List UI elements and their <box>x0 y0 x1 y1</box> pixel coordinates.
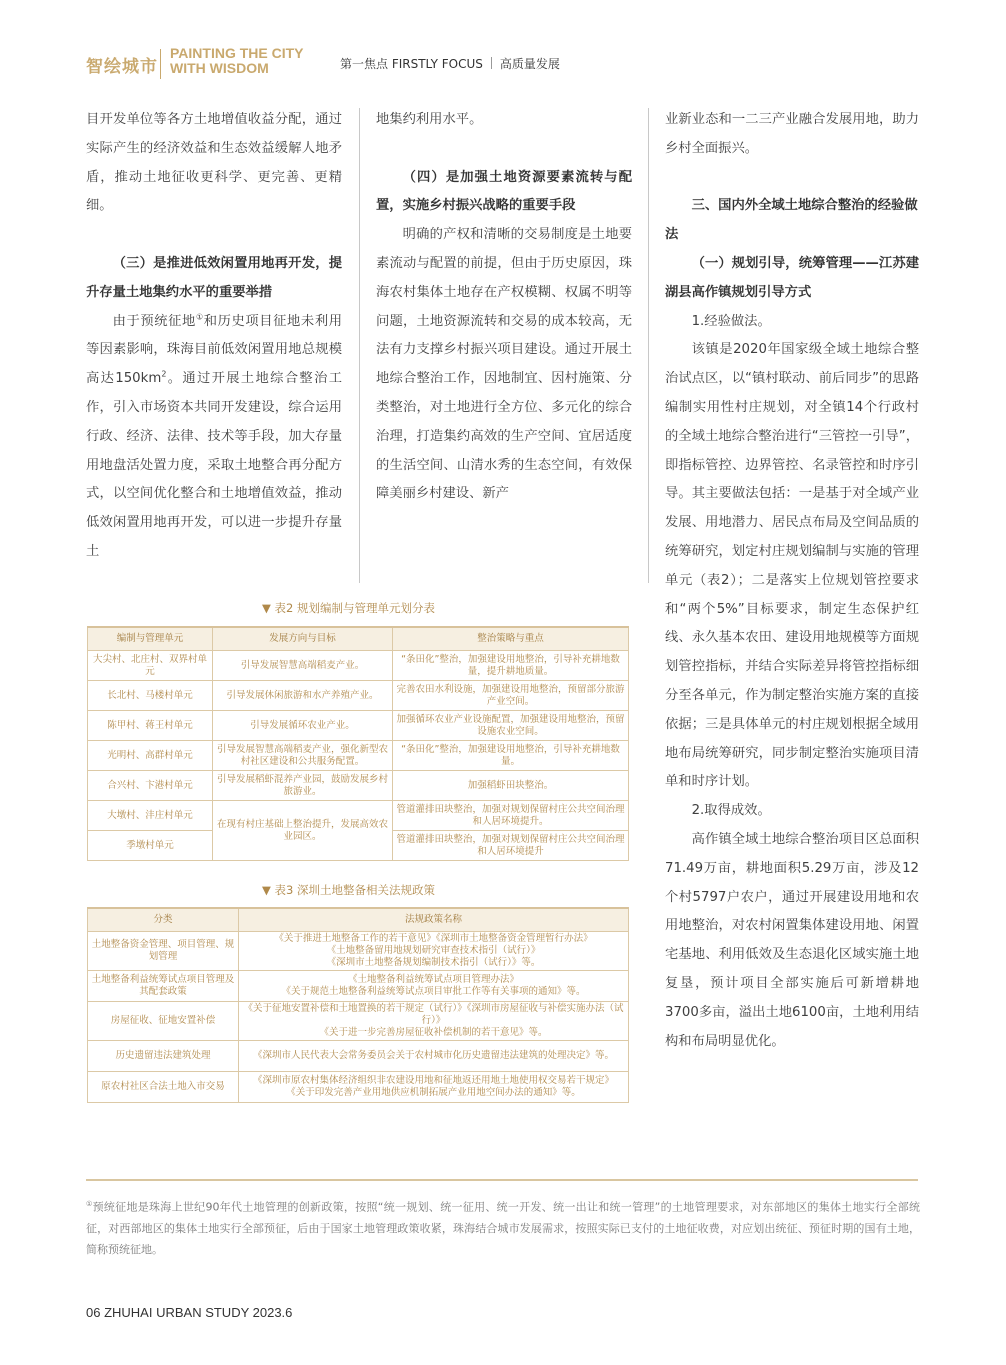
table2-cell: 引导发展循环农业产业。 <box>213 711 393 741</box>
column-2 <box>376 106 632 509</box>
table2-cell: 完善农田水利设施，加强建设用地整治，预留部分旅游产业空间。 <box>393 681 629 711</box>
table3-row <box>88 1041 629 1072</box>
col2-paragraph-1: 地集约利用水平。 <box>376 112 483 127</box>
table2-header-cell: 编制与管理单元 <box>88 627 213 651</box>
table3-row <box>88 971 629 1002</box>
table2-row <box>88 711 629 741</box>
policy-line: 《土地整备留用地规划研究审查技术指引（试行）》 <box>326 945 541 956</box>
table2-header-cell: 发展方向与目标 <box>213 627 393 651</box>
table3-caption: ▼ 表3 深圳土地整备相关法规政策 <box>262 883 435 897</box>
table2-cell: 管道灌排田块整治，加强对规划保留村庄公共空间治理和人居环境提升。 <box>393 801 629 831</box>
table3-cell: 房屋征收、征地安置补偿 <box>88 1002 239 1041</box>
policy-line: 《土地整备利益统筹试点项目管理办法》 <box>347 974 519 985</box>
table3-cell <box>239 1072 629 1103</box>
table3-header-cell: 法规政策名称 <box>239 908 629 932</box>
table2-cell: 加强循环农业产业设施配置，加强建设用地整治，预留设施农业空间。 <box>393 711 629 741</box>
table2 <box>87 626 629 861</box>
footnote-ref: ① <box>195 312 204 322</box>
brand-en-line1: PAINTING THE CITY <box>170 45 304 61</box>
table3-cell <box>239 1002 629 1041</box>
table2-cell: 引导发展智慧高端稻麦产业。 <box>213 651 393 681</box>
col3-heading-3: 三、国内外全域土地综合整治的经验做法 <box>665 198 918 243</box>
table3-header-cell: 分类 <box>88 908 239 932</box>
col3-paragraph-3: 高作镇全域土地综合整治项目区总面积71.49万亩，耕地面积5.29万亩，涉及12个村5797户农户，通过开展建设用地和农用地整治，对农村闲置集体建设用地、闲置宅基地、利用低效及生态退化区域实施土地复垦，预计项目全部实施后可新增耕地3700多亩，溢出土地6100亩，土地利用结构和布局明显优化。 <box>665 831 919 1049</box>
section-label <box>340 55 560 72</box>
footnote <box>86 1194 920 1260</box>
policy-line: 《关于印发完善产业用地供应机制拓展产业用地空间办法的通知》等。 <box>286 1087 581 1098</box>
footnote-divider <box>86 1179 918 1181</box>
table2-row <box>88 651 629 681</box>
table2-cell: 大墩村、沣庄村单元 <box>88 801 213 831</box>
brand-en-line2: WITH WISDOM <box>170 60 269 76</box>
footnote-text: 预统征地是珠海上世纪90年代土地管理的创新政策，按照“统一规划、统一征用、统一开发、统一出让和统一管理”的土地管理要求，对东部地区的集体土地实行全部统征，对西部地区的集体土地实行全部预征，后由于国家土地管理政策收紧，珠海结合城市发展需求，按照实际已支付的土地征收费，对应划出统征、预征时期的国有土地，简称预统征地。 <box>86 1200 921 1256</box>
table2-cell: 合兴村、卞港村单元 <box>88 771 213 801</box>
table2-row <box>88 681 629 711</box>
table2-cell: “条田化”整治，加强建设用地整治，引导补充耕地数量，提升耕地质量。 <box>393 651 629 681</box>
col2-paragraph-2: 明确的产权和清晰的交易制度是土地要素流动与配置的前提，但由于历史原因，珠海农村集体土地存在产权模糊、权属不明等问题，土地资源流转和交易的成本较高，无法有力支撑乡村振兴项目建设。通过开展土地综合整治工作，因地制宜、因村施策、分类整治，对土地进行全方位、多元化的综合治理，打造集约高效的生产空间、宜居适度的生活空间、山清水秀的生态空间，有效保障美丽乡村建设、新产 <box>376 227 632 502</box>
column-divider-2 <box>648 108 649 583</box>
superscript-2: 2 <box>161 369 167 379</box>
table2-cell: 引导发展智慧高端稻麦产业，强化新型农村社区建设和公共服务配置。 <box>213 741 393 771</box>
policy-line: 《关于征地安置补偿和土地置换的若干规定（试行）》《深圳市房屋征收与补偿实施办法（试行）》 <box>243 1003 624 1026</box>
col3-heading-3-1: （一）规划引导，统筹管理——江苏建湖县高作镇规划引导方式 <box>665 255 919 300</box>
column-1 <box>86 106 342 567</box>
table3-row <box>88 932 629 971</box>
policy-line: 《关于规范土地整备利益统筹试点项目审批工作等有关事项的通知》等。 <box>281 986 586 997</box>
col3-paragraph-1: 业新业态和一二三产业融合发展用地，助力乡村全面振兴。 <box>665 112 919 156</box>
col1-heading-3: （三）是推进低效闲置用地再开发，提升存量土地集约水平的重要举措 <box>86 255 342 300</box>
policy-line: 《关于进一步完善房屋征收补偿机制的若干意见》等。 <box>319 1027 548 1038</box>
table2-cell: 长北村、马楼村单元 <box>88 681 213 711</box>
col2-heading-4: （四）是加强土地资源要素流转与配置，实施乡村振兴战略的重要手段 <box>376 169 632 214</box>
table2-row <box>88 801 629 831</box>
table2-cell-shared-goal: 在现有村庄基础上整治提升，发展高效农业园区。 <box>213 801 393 861</box>
table2-cell: 大尖村、北庄村、双界村单元 <box>88 651 213 681</box>
table3-cell: 历史遗留违法建筑处理 <box>88 1041 239 1072</box>
col1-paragraph-1: 目开发单位等各方土地增值收益分配，通过实际产生的经济效益和生态效益缓解人地矛盾，推动土地征收更科学、更完善、更精细。 <box>86 112 342 214</box>
table2-row <box>88 771 629 801</box>
table3-cell: 土地整备利益统筹试点项目管理及其配套政策 <box>88 971 239 1002</box>
table3-cell <box>239 1041 629 1072</box>
section-name: 第一焦点 FIRSTLY FOCUS <box>340 57 483 71</box>
col3-subheading-1: 1.经验做法。 <box>691 313 771 329</box>
table2-cell: 光明村、高群村单元 <box>88 741 213 771</box>
col1-p2-c: 。通过开展土地综合整治工作，引入市场资本共同开发建设，综合运用行政、经济、法律、技术等手段，加大存量用地盘活处置力度，采取土地整合再分配方式，以空间优化整合和土地增值效益，推动低效闲置用地再开发，可以进一步提升存量土 <box>86 371 342 559</box>
table2-caption: ▼ 表2 规划编制与管理单元划分表 <box>262 601 435 615</box>
table2-row <box>88 741 629 771</box>
col3-subheading-2: 2.取得成效。 <box>691 803 771 819</box>
table3-cell: 原农村社区合法土地入市交易 <box>88 1072 239 1103</box>
table3-row <box>88 1002 629 1041</box>
column-3 <box>665 106 919 1056</box>
brand-title-cn: 智绘城市 <box>86 57 158 77</box>
col1-paragraph-2 <box>86 308 342 567</box>
table3-row <box>88 1072 629 1103</box>
table2-header-row <box>88 627 629 651</box>
policy-line: 《关于推进土地整备工作的若干意见》《深圳市土地整备资金管理暂行办法》 <box>274 933 593 944</box>
brand-divider <box>160 49 161 79</box>
table2-cell: 引导发展休闲旅游和水产养殖产业。 <box>213 681 393 711</box>
table2-header-cell: 整治策略与重点 <box>393 627 629 651</box>
page-footer: 06 ZHUHAI URBAN STUDY 2023.6 <box>86 1305 293 1320</box>
table3 <box>87 907 629 1103</box>
brand-title-en <box>170 46 330 76</box>
table2-cell: 引导发展稻虾混养产业园，鼓励发展乡村旅游业。 <box>213 771 393 801</box>
column-divider-1 <box>359 108 360 583</box>
col1-p2-b: 和历史项目征地未利用等因素影响，珠海目前低效闲置用地总规模高达150km <box>86 313 343 387</box>
table2-cell: 陈甲村、蒋王村单元 <box>88 711 213 741</box>
subsection-name: 高质量发展 <box>499 57 560 71</box>
table3-cell <box>239 932 629 971</box>
table2-cell: 加强稻虾田块整治。 <box>393 771 629 801</box>
table3-header-row <box>88 908 629 932</box>
policy-line: 《深圳市人民代表大会常务委员会关于农村城市化历史遗留违法建筑的处理决定》等。 <box>252 1050 614 1061</box>
policy-line: 《深圳市原农村集体经济组织非农建设用地和征地返还用地土地使用权交易若干规定》 <box>252 1075 614 1086</box>
table3-cell: 土地整备资金管理、项目管理、规划管理 <box>88 932 239 971</box>
col3-paragraph-2: 该镇是2020年国家级全域土地综合整治试点区，以“镇村联动、前后同步”的思路编制实用性村庄规划，对全镇14个行政村的全域土地综合整治进行“三管控一引导”，即指标管控、边界管控、名录管控和时序引导。其主要做法包括：一是基于对全域产业发展、用地潜力、居民点布局及空间品质的统筹研究，划定村庄规划编制与实施的管理单元（表2）；二是落实上位规划管控要求和“两个5%”目标要求，制定生态保护红线、永久基本农田、建设用地规模等方面规划管控指标，并结合实际差异将管控指标细分至各单元，作为制定整治实施方案的直接依据；三是具体单元的村庄规划根据全域用地布局统筹研究，同步制定整治实施项目清单和时序计划。 <box>665 342 919 790</box>
table2-cell: “条田化”整治，加强建设用地整治，引导补充耕地数量。 <box>393 741 629 771</box>
table3-cell <box>239 971 629 1002</box>
col1-p2-a: 由于预统征地 <box>112 313 196 329</box>
section-divider <box>491 57 492 69</box>
table2-cell: 季墩村单元 <box>88 831 213 861</box>
table2-cell: 管道灌排田块整治，加强对规划保留村庄公共空间治理和人居环境提升 <box>393 831 629 861</box>
footnote-mark: ① <box>86 1200 93 1208</box>
policy-line: 《深圳市土地整备规划编制技术指引（试行）》等。 <box>326 957 541 968</box>
